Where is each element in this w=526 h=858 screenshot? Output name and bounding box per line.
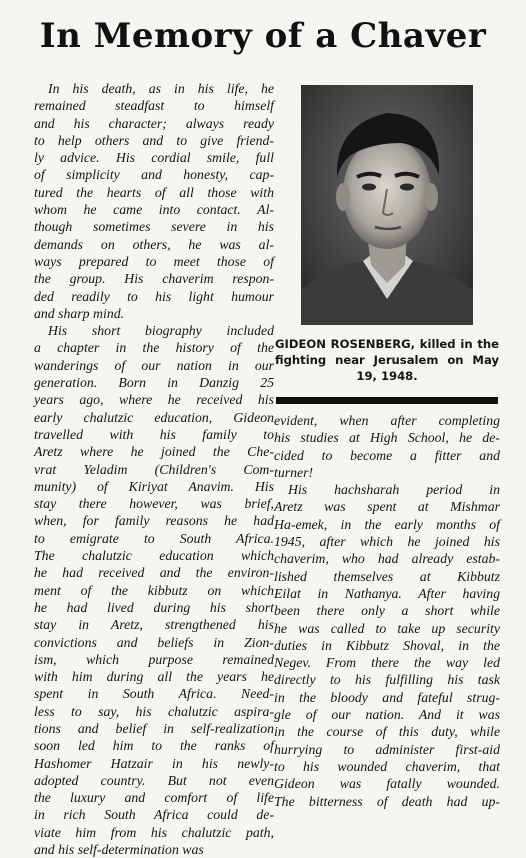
portrait-photo-icon [301,85,473,325]
text-line: adopted country. But not even [34,772,274,788]
text-line: Negev. From there the way led [274,655,500,671]
text-line: to his wounded chaverim, that [274,758,500,774]
text-line: wanderings of our nation in our [34,357,274,373]
text-line: Aretz was spent at Mishmar [274,499,500,515]
text-line: His short biography included [48,323,274,339]
text-line: and sharp mind. [34,305,125,321]
text-line: to help others and to give friend- [34,132,274,148]
article-paragraph [274,412,500,481]
article-paragraph [34,80,274,322]
text-line: cided to become a fitter and [274,447,500,463]
left-column [34,80,274,858]
text-line: directly to his fulfilling his task [274,672,500,688]
text-line: gle of our nation. And it was [274,707,500,723]
text-line: vrat Yeladim (Children's Com- [34,461,274,477]
text-line: chaverim, who had already estab- [274,551,500,567]
text-line: hurrying to administer first-aid [274,741,500,757]
text-line: Ha-emek, in the early months of [274,516,500,532]
text-line: though sometimes severe in his [34,219,274,235]
text-line: viate him from his chalutzic path, [34,824,274,840]
text-line: been there only a short while [274,603,500,619]
text-line: Aretz where he joined the Che- [34,444,274,460]
text-line: the group. His chaverim respon- [34,271,274,287]
text-line: duties in Kibbutz Shoval, in the [274,637,500,653]
text-line: a chapter in the history of the [34,340,274,356]
text-line: and his character; always ready [34,115,274,131]
text-line: when, for family reasons he had [34,513,274,529]
text-line: demands on others, he was al- [34,236,274,252]
text-line: Eilat in Nathanya. After having [274,585,500,601]
text-line: he had received and the environ- [34,565,274,581]
text-line: stay there however, was brief, [34,496,274,512]
right-column [274,412,500,810]
text-line: the luxury and comfort of life [34,790,274,806]
text-line: in the bloody and fateful strug- [274,689,500,705]
text-line: of simplicity and honesty, cap- [34,167,274,183]
text-line: tured the hearts of all those with [34,184,274,200]
caption-divider [276,397,498,404]
text-line: turner! [274,464,314,480]
text-line: ly advice. His cordial smile, full [34,150,274,166]
text-line: stay in Aretz, strengthened his [34,617,274,633]
text-line: ways prepared to meet those of [34,253,274,269]
text-line: in the course of this duty, while [274,724,500,740]
text-line: The chalutzic education which [34,548,274,564]
text-line: with him during all the years he [34,669,274,685]
text-line: 1945, after which he joined his [274,534,500,550]
article-paragraph [274,481,500,810]
text-line: whom he came into contact. Al- [34,202,274,218]
article-title: In Memory of a Chaver [39,16,487,56]
text-line: His hachsharah period in [288,482,500,498]
text-line: he had lived during his short [34,599,274,615]
photo-caption: GIDEON ROSENBERG, killed in the fighting near Jerusalem on May 19, 1948. [275,337,499,383]
text-line: in rich South Africa could de- [34,807,274,823]
text-line: travelled with his family to [34,426,274,442]
text-line: spent in South Africa. Need- [34,686,274,702]
text-line: convictions and beliefs in Zion- [34,634,274,650]
text-line: generation. Born in Danzig 25 [34,375,274,391]
text-line: early chalutzic education, Gideon [34,409,274,425]
portrait-photo [301,85,473,325]
text-line: remained steadfast to himself [34,98,274,114]
text-line: he was called to take up security [274,620,500,636]
text-line: and his self-determination was [34,842,204,858]
text-line: his studies at High School, he de- [274,430,500,446]
text-line: to emigrate to South Africa. [34,530,274,546]
text-line: The bitterness of death had up- [274,793,500,809]
text-line: soon led him to the ranks of [34,738,274,754]
text-line: ism, which purpose remained [34,651,274,667]
text-line: munity) of Kiriyat Anavim. His [34,478,274,494]
text-line: Gideon was fatally wounded. [274,776,500,792]
text-line: lished themselves at Kibbutz [274,568,500,584]
text-line: evident, when after completing [274,413,500,428]
text-line: Hashomer Hatzair in his newly- [34,755,274,771]
text-line: tions and belief in self-realization [34,720,274,736]
text-line: years ago, where he received his [34,392,274,408]
text-line: less to say, his chalutzic aspira- [34,703,274,719]
text-line: ment of the kibbutz on which [34,582,274,598]
text-line: ded readily to his light humour [34,288,274,304]
article-paragraph [34,322,274,858]
text-line: In his death, as in his life, he [48,81,274,96]
